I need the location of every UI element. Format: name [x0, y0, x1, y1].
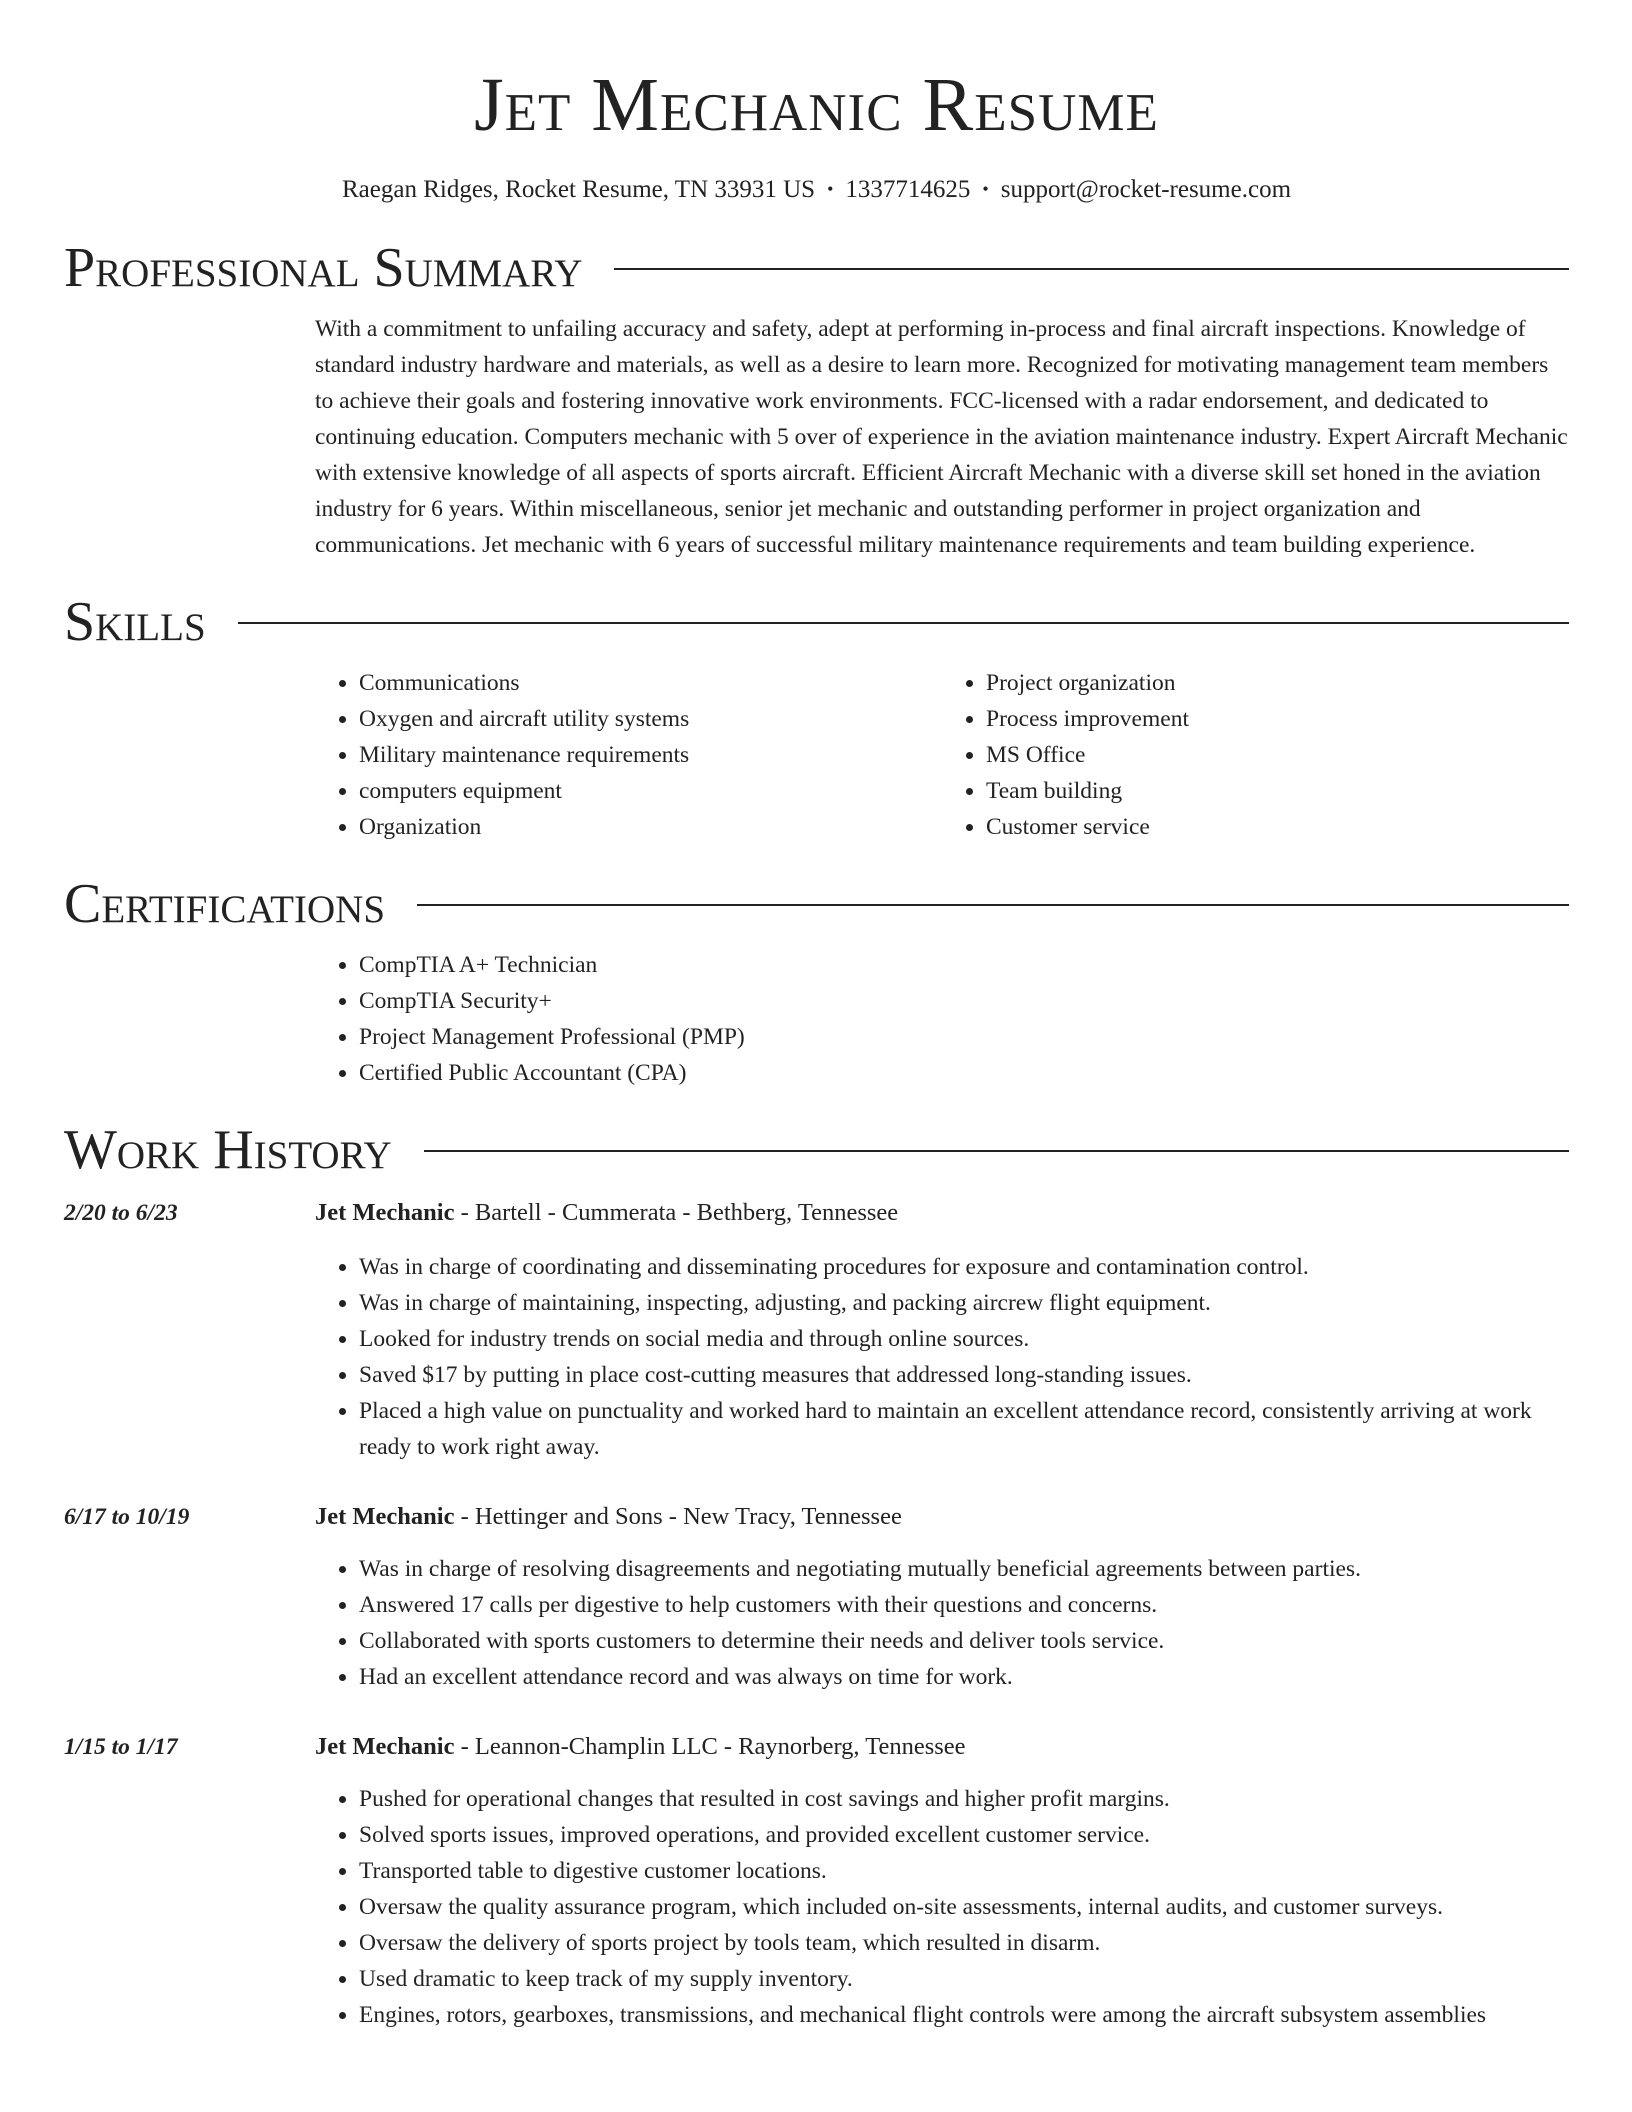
- contact-address: Raegan Ridges, Rocket Resume, TN 33931 US: [341, 176, 816, 203]
- job-title: Jet Mechanic: [315, 1503, 455, 1530]
- skill-item: • Customer service: [986, 809, 1569, 845]
- job-bullet: • Collaborated with sports customers to determine their needs and deliver tools service.: [359, 1623, 1569, 1659]
- job-bullet: • Pushed for operational changes that resulted in cost savings and higher profit margins.: [359, 1781, 1569, 1817]
- skills-title: Skills: [64, 591, 206, 653]
- job-entry: [64, 1499, 1569, 1535]
- job-bullet: • Was in charge of maintaining, inspecting, adjusting, and packing aircrew flight equipment.: [359, 1285, 1569, 1321]
- skill-item: • Communications: [359, 665, 942, 701]
- certification-item: • Certified Public Accountant (CPA): [359, 1055, 1569, 1091]
- job-employer: - Leannon-Champlin LLC - Raynorberg, Tennessee: [454, 1733, 966, 1760]
- job-heading: [315, 1729, 966, 1765]
- job-bullet: • Had an excellent attendance record and was always on time for work.: [359, 1659, 1569, 1695]
- separator-dot: •: [827, 179, 834, 199]
- summary-header: [64, 237, 1569, 299]
- section-divider: [417, 904, 1569, 906]
- certification-item: • CompTIA A+ Technician: [359, 947, 1569, 983]
- job-dates: 2/20 to 6/23: [64, 1200, 178, 1226]
- skill-item: • Process improvement: [986, 701, 1569, 737]
- skills-list: [315, 665, 1569, 845]
- certifications-header: [64, 873, 1569, 935]
- job-bullet: • Solved sports issues, improved operations, and provided excellent customer service.: [359, 1817, 1569, 1853]
- summary-text: With a commitment to unfailing accuracy and safety, adept at performing in-process and final aircraft inspections. Knowledge of standard industry hardware and materials, as well as a desire to learn more. Recognized for motivating management team members to achieve their goals and fostering innovative work environments. FCC-licensed with a radar endorsement, and dedicated to continuing education. Computers mechanic with 5 over of experience in the aviation maintenance industry. Expert Aircraft Mechanic with extensive knowledge of all aspects of sports aircraft. Efficient Aircraft Mechanic with a diverse skill set honed in the aviation industry for 6 years. Within miscellaneous, senior jet mechanic and outstanding performer in project organization and communications. Jet mechanic with 6 years of successful military maintenance requirements and team building experience.: [315, 316, 1568, 558]
- job-bullet: • Oversaw the quality assurance program, which included on-site assessments, internal audits, and customer surveys.: [359, 1889, 1569, 1925]
- job-bullet: • Was in charge of resolving disagreements and negotiating mutually beneficial agreements between parties.: [359, 1551, 1569, 1587]
- certification-item: • CompTIA Security+: [359, 983, 1569, 1019]
- resume-page: [64, 0, 1569, 2033]
- section-divider: [614, 268, 1569, 270]
- skills-column-left: [315, 665, 942, 845]
- job-bullet: • Answered 17 calls per digestive to help customers with their questions and concerns.: [359, 1587, 1569, 1623]
- certification-item: • Project Management Professional (PMP): [359, 1019, 1569, 1055]
- job-bullets: [315, 1781, 1569, 2033]
- section-divider: [238, 622, 1569, 624]
- job-heading: [315, 1195, 898, 1231]
- section-divider: [424, 1150, 1569, 1152]
- job-bullet: • Placed a high value on punctuality and worked hard to maintain an excellent attendance record, consistently arriving at work ready to work right away.: [359, 1393, 1569, 1465]
- separator-dot: •: [982, 179, 989, 199]
- contact-line: [64, 172, 1569, 207]
- job-bullet: • Looked for industry trends on social media and through online sources.: [359, 1321, 1569, 1357]
- job-bullets: [315, 1551, 1569, 1695]
- job-title: Jet Mechanic: [315, 1199, 455, 1226]
- job-entry: [64, 1195, 1569, 1231]
- job-title: Jet Mechanic: [315, 1733, 455, 1760]
- skill-item: • computers equipment: [359, 773, 942, 809]
- certifications-list: [315, 947, 1569, 1091]
- resume-title: Jet Mechanic Resume: [474, 63, 1159, 147]
- skill-item: • MS Office: [986, 737, 1569, 773]
- skill-item: • Organization: [359, 809, 942, 845]
- work-history-header: [64, 1119, 1569, 1181]
- job-dates: 6/17 to 10/19: [64, 1504, 190, 1530]
- skill-item: • Oxygen and aircraft utility systems: [359, 701, 942, 737]
- job-entry: [64, 1729, 1569, 1765]
- certifications-title: Certifications: [64, 873, 386, 935]
- job-employer: - Bartell - Cummerata - Bethberg, Tennessee: [454, 1199, 899, 1226]
- job-bullets: [315, 1249, 1569, 1465]
- job-employer: - Hettinger and Sons - New Tracy, Tennessee: [454, 1503, 902, 1530]
- skill-item: • Project organization: [986, 665, 1569, 701]
- skill-item: • Team building: [986, 773, 1569, 809]
- contact-phone: 1337714625: [845, 176, 971, 203]
- job-bullet: • Saved $17 by putting in place cost-cutting measures that addressed long-standing issues.: [359, 1357, 1569, 1393]
- job-bullet: • Transported table to digestive customer locations.: [359, 1853, 1569, 1889]
- summary-title: Professional Summary: [64, 237, 583, 299]
- skills-column-right: [942, 665, 1569, 845]
- job-bullet: • Used dramatic to keep track of my supply inventory.: [359, 1961, 1569, 1997]
- job-heading: [315, 1499, 902, 1535]
- skill-item: • Military maintenance requirements: [359, 737, 942, 773]
- job-bullet: • Oversaw the delivery of sports project by tools team, which resulted in disarm.: [359, 1925, 1569, 1961]
- job-bullet: • Was in charge of coordinating and disseminating procedures for exposure and contamination control.: [359, 1249, 1569, 1285]
- work-history-title: Work History: [64, 1119, 392, 1181]
- job-bullet: • Engines, rotors, gearboxes, transmissions, and mechanical flight controls were among the aircraft subsystem assemblies: [359, 1997, 1569, 2033]
- skills-header: [64, 591, 1569, 653]
- job-dates: 1/15 to 1/17: [64, 1734, 178, 1760]
- contact-email: support@rocket-resume.com: [1000, 176, 1292, 203]
